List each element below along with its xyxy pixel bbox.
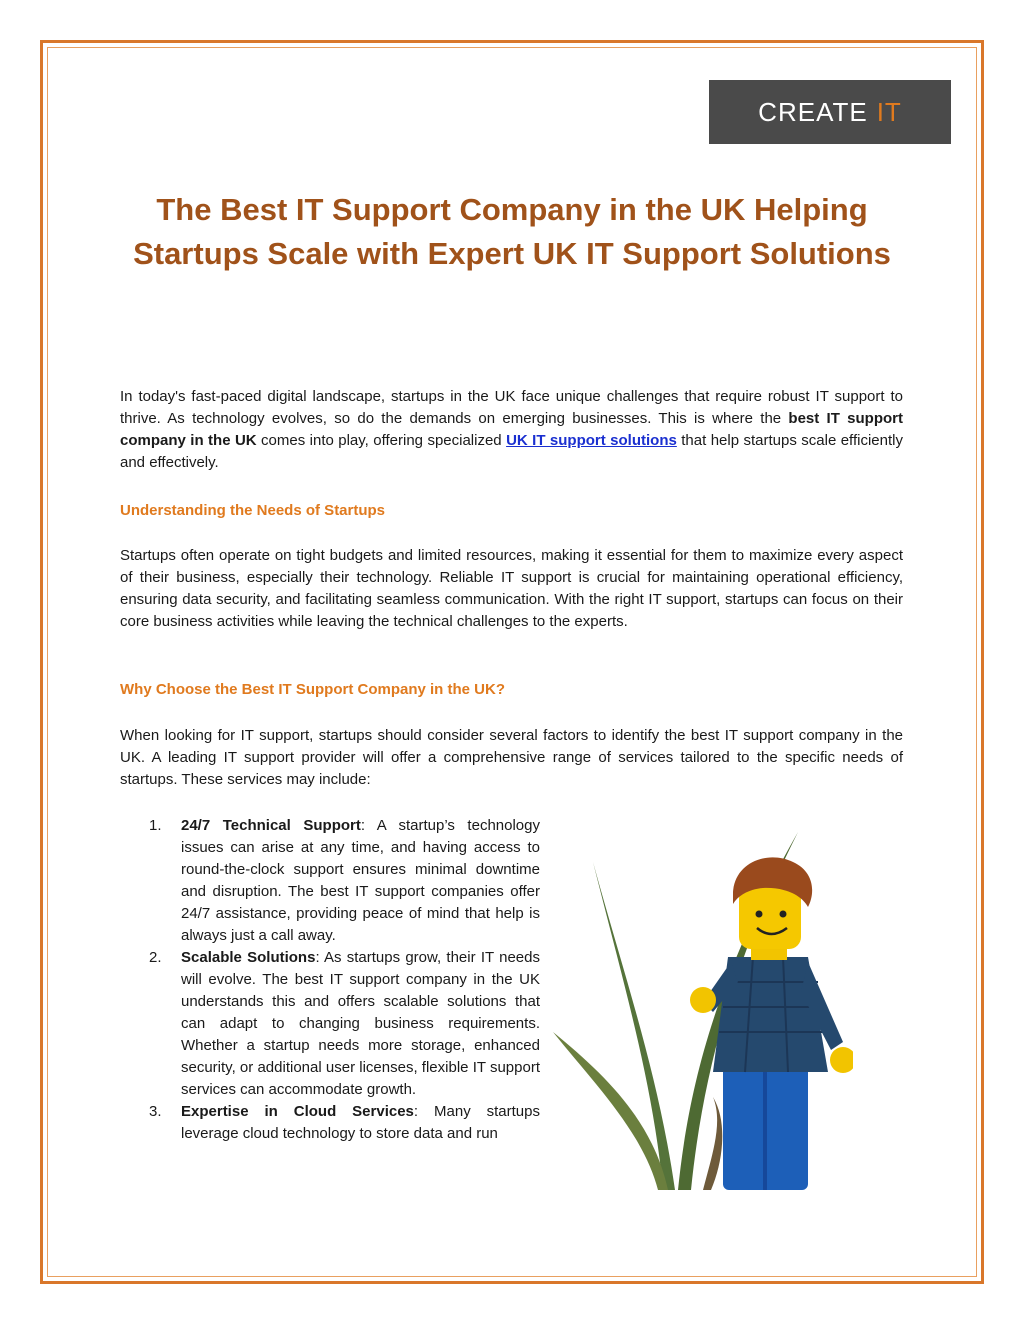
- uk-it-support-solutions-link[interactable]: UK IT support solutions: [506, 432, 677, 449]
- section-body-why-choose: When looking for IT support, startups should consider several factors to identify the best IT support company in the UK. A leading IT support provider will offer a comprehensive range of services tailored to the specific needs of startups. These services may include:: [120, 727, 903, 788]
- list-item-number: 1.: [149, 817, 162, 834]
- lego-leg-gap: [763, 1072, 767, 1190]
- list-item-text: : As startups grow, their IT needs will evolve. The best IT support company in the UK understands this and offers scalable solutions that can adapt to changing business requirements. Whether a startup needs more storage, enhanced security, or additional user licenses, flexible IT support services can accommodate growth.: [181, 949, 540, 1098]
- create-it-logo[interactable]: [709, 80, 951, 144]
- list-item: [120, 947, 540, 1101]
- list-item: [120, 1101, 540, 1145]
- list-item-text: : A startup’s technology issues can arise at any time, and having access to round-the-clock support ensures minimal downtime and disruption. The best IT support companies offer 24/7 assistance, providing peace of mind that help is always just a call away.: [181, 817, 540, 944]
- intro-bold-keyword: best IT support company in the UK: [120, 410, 903, 449]
- intro-text-2: comes into play, offering specialized: [256, 432, 507, 449]
- lego-head: [739, 887, 801, 949]
- logo-word-it: IT: [876, 96, 902, 127]
- list-item: [120, 815, 540, 947]
- lego-hand-left: [690, 987, 716, 1013]
- page-title: The Best IT Support Company in the UK Helping Startups Scale with Expert UK IT Support Solutions: [133, 192, 891, 271]
- section-heading-needs: Understanding the Needs of Startups: [120, 502, 386, 519]
- grass-blade: [703, 1097, 722, 1190]
- intro-text-3: that help startups scale efficiently and effectively.: [120, 432, 903, 471]
- section-body-needs: Startups often operate on tight budgets and limited resources, making it essential for them to maximize every aspect of their business, especially their technology. Reliable IT support is crucial for maintaining operational efficiency, ensuring data security, and facilitating seamless communication. With the right IT support, startups can focus on their core business activities while leaving the technical challenges to the experts.: [120, 547, 903, 630]
- intro-paragraph: [120, 386, 903, 474]
- grass-blade: [553, 1032, 668, 1190]
- lego-figure-illustration: [553, 832, 853, 1190]
- list-item-number: 3.: [149, 1103, 162, 1120]
- list-item-title: Scalable Solutions: [181, 949, 316, 966]
- list-item-title: 24/7 Technical Support: [181, 817, 361, 834]
- list-item-text: : Many startups leverage cloud technology to store data and run: [181, 1103, 540, 1142]
- services-list: [120, 815, 540, 1145]
- list-item-title: Expertise in Cloud Services: [181, 1103, 414, 1120]
- list-item-number: 2.: [149, 949, 162, 966]
- intro-text-1: In today's fast-paced digital landscape, startups in the UK face unique challenges that require robust IT support to thrive. As technology evolves, so do the demands on emerging businesses. This is where the: [120, 388, 903, 427]
- lego-figure-image: [553, 832, 853, 1190]
- lego-hand-right: [830, 1047, 853, 1073]
- logo-word-create: CREATE: [758, 96, 868, 127]
- grass-blade: [593, 862, 675, 1190]
- section-heading-why-choose: Why Choose the Best IT Support Company in the UK?: [120, 681, 506, 698]
